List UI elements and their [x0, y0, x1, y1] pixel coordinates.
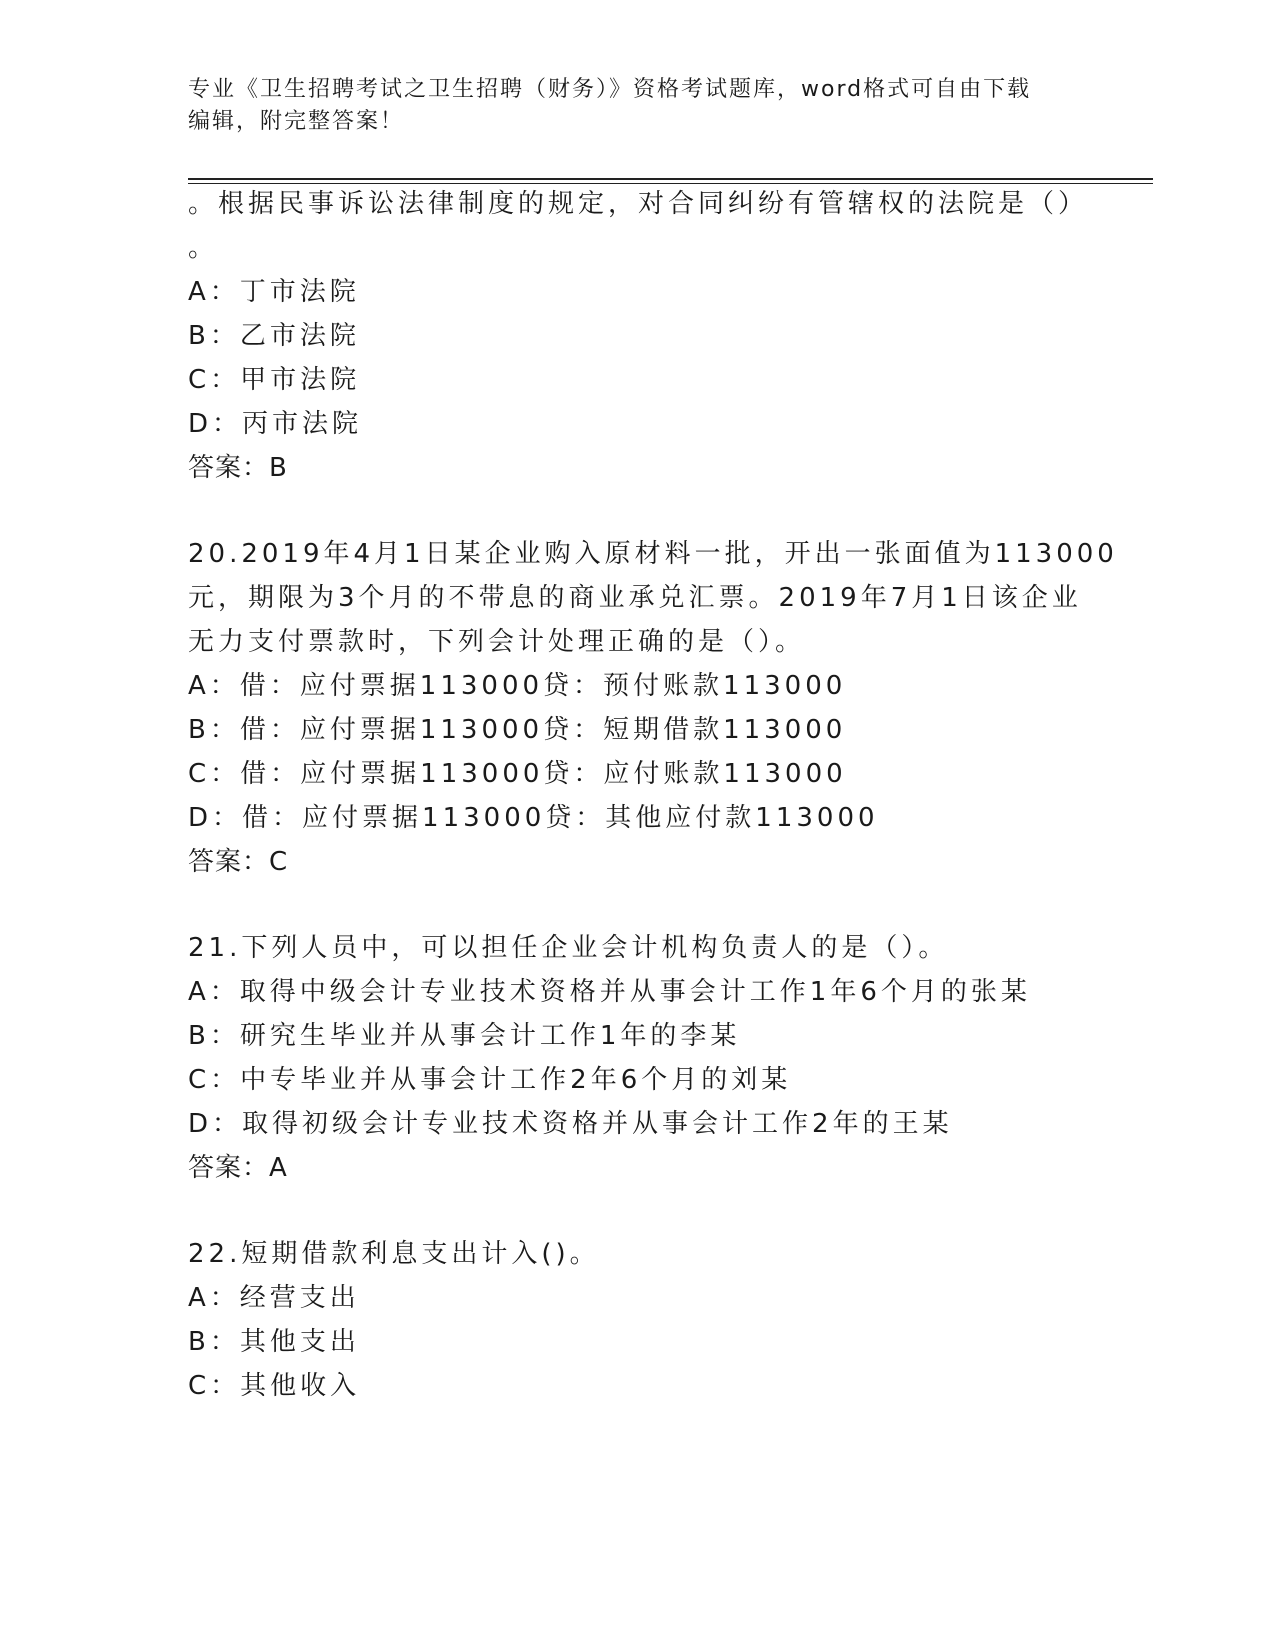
q20-stem-line-1: 20.2019年4月1日某企业购入原材料一批，开出一张面值为113000 — [188, 539, 1118, 569]
q20-option-a: A：借：应付票据113000贷：预付账款113000 — [188, 671, 847, 701]
q22-option-a: A：经营支出 — [188, 1283, 360, 1313]
q21-option-c: C：中专毕业并从事会计工作2年6个月的刘某 — [188, 1065, 792, 1095]
header-line-1: 专业《卫生招聘考试之卫生招聘（财务）》资格考试题库，word格式可自由下载 — [188, 77, 1032, 102]
q20-option-c: C：借：应付票据113000贷：应付账款113000 — [188, 759, 847, 789]
q20-option-d: D：借：应付票据113000贷：其他应付款113000 — [188, 803, 879, 833]
header-line-2: 编辑，附完整答案！ — [188, 109, 405, 134]
q22-stem-line-1: 22.短期借款利息支出计入()。 — [188, 1239, 600, 1269]
q21-answer: 答案：A — [188, 1153, 288, 1183]
q21-option-d: D：取得初级会计专业技术资格并从事会计工作2年的王某 — [188, 1109, 953, 1139]
q19-stem-line-1: 。根据民事诉讼法律制度的规定，对合同纠纷有管辖权的法院是（） — [188, 189, 1089, 219]
q22-option-c: C：其他收入 — [188, 1371, 361, 1401]
q20-stem-line-3: 无力支付票款时，下列会计处理正确的是（）。 — [188, 627, 806, 657]
q22-option-b: B：其他支出 — [188, 1327, 360, 1357]
q20-stem-line-2: 元，期限为3个月的不带息的商业承兑汇票。2019年7月1日该企业 — [188, 583, 1082, 613]
q21-option-a: A：取得中级会计专业技术资格并从事会计工作1年6个月的张某 — [188, 977, 1031, 1007]
q19-stem-line-2: 。 — [188, 233, 219, 263]
q21-option-b: B：研究生毕业并从事会计工作1年的李某 — [188, 1021, 741, 1051]
q20-answer: 答案：C — [188, 847, 289, 877]
q19-answer: 答案：B — [188, 453, 288, 483]
q20-option-b: B：借：应付票据113000贷：短期借款113000 — [188, 715, 847, 745]
q21-stem-line-1: 21.下列人员中，可以担任企业会计机构负责人的是（）。 — [188, 933, 949, 963]
q19-option-c: C：甲市法院 — [188, 365, 361, 395]
q19-option-a: A：丁市法院 — [188, 277, 360, 307]
q19-option-b: B：乙市法院 — [188, 321, 360, 351]
document-header — [188, 74, 1088, 138]
header-divider-thin — [188, 183, 1153, 184]
header-divider-thick — [188, 178, 1153, 180]
q19-option-d: D：丙市法院 — [188, 409, 363, 439]
